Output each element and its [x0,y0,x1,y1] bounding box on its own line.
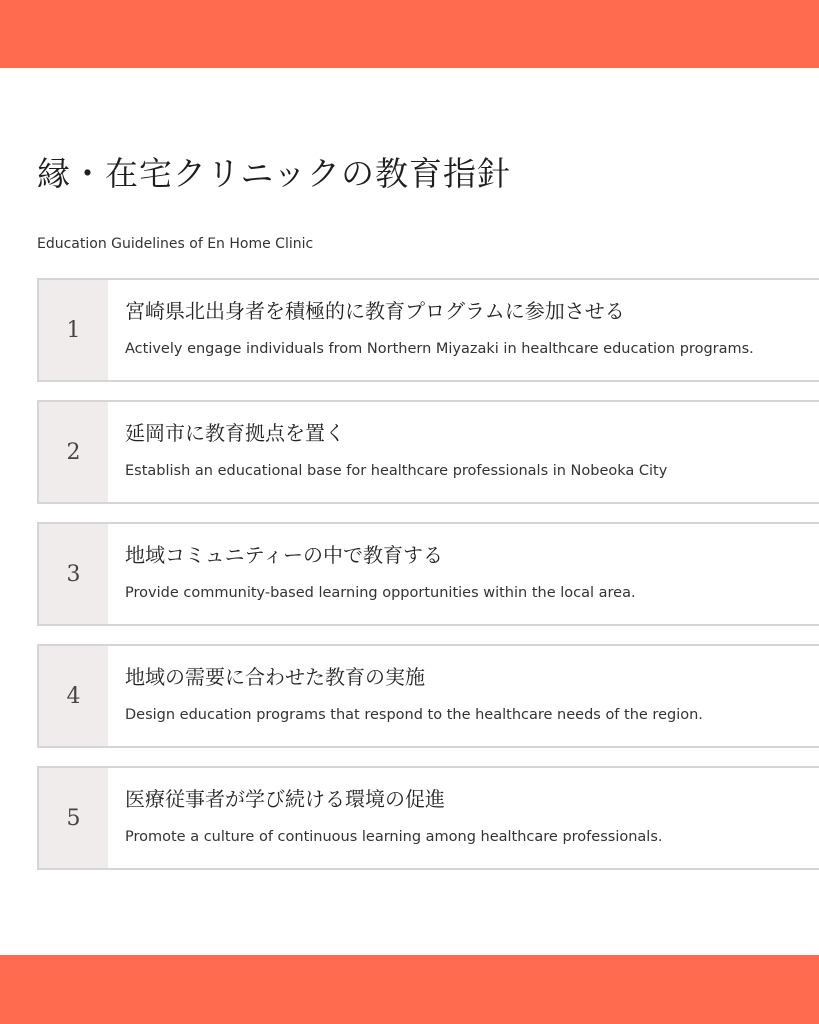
guideline-heading: 宮崎県北出身者を積極的に教育プログラムに参加させる [125,299,625,323]
top-accent-bar [0,0,819,68]
guideline-list [37,278,819,888]
guideline-number: 1 [39,280,108,380]
guideline-description: Actively engage individuals from Northern Miyazaki in healthcare education programs. [125,341,754,357]
guideline-description: Promote a culture of continuous learning among healthcare professionals. [125,829,663,845]
page-subtitle: Education Guidelines of En Home Clinic [37,236,314,252]
guideline-heading: 医療従事者が学び続ける環境の促進 [125,787,445,811]
guideline-description: Design education programs that respond to the healthcare needs of the region. [125,707,703,723]
guideline-item-3 [37,522,819,626]
guideline-item-1 [37,278,819,382]
guideline-number: 3 [39,524,108,624]
bottom-accent-bar [0,955,819,1024]
guideline-item-4 [37,644,819,748]
guideline-number: 4 [39,646,108,746]
guideline-number: 2 [39,402,108,502]
guideline-item-5 [37,766,819,870]
guideline-description: Provide community-based learning opportunities within the local area. [125,585,636,601]
page-title: 縁・在宅クリニックの教育指針 [37,154,512,193]
guideline-description: Establish an educational base for healthcare professionals in Nobeoka City [125,463,668,479]
guideline-item-2 [37,400,819,504]
guideline-number: 5 [39,768,108,868]
guideline-heading: 地域コミュニティーの中で教育する [125,543,443,567]
guideline-heading: 延岡市に教育拠点を置く [125,421,345,445]
guideline-heading: 地域の需要に合わせた教育の実施 [125,665,425,689]
